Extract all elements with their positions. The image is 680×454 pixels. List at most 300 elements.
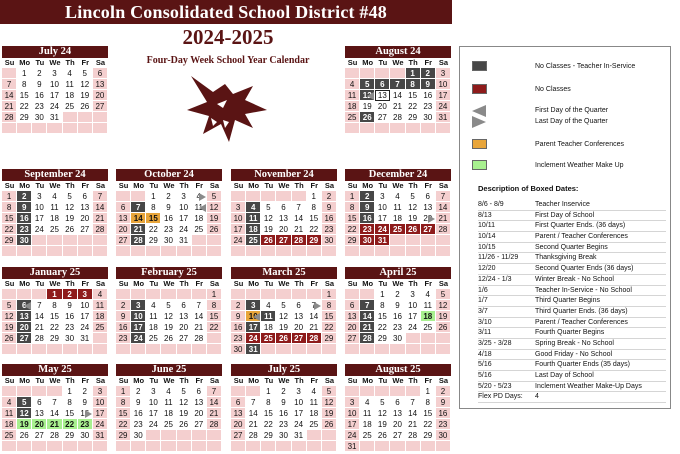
boxed-date-description: Fourth Quarter Ends (35 days) bbox=[535, 361, 630, 369]
day-cell: 20 bbox=[421, 213, 436, 224]
weekday-header: Su bbox=[2, 376, 17, 386]
day-cell: 9 bbox=[131, 397, 146, 408]
day-cell: 7 bbox=[360, 300, 375, 311]
day-cell: 1 bbox=[47, 289, 62, 300]
day-cell: 28 bbox=[207, 419, 222, 430]
weekday-header: Tu bbox=[375, 279, 390, 289]
empty-cell bbox=[345, 123, 360, 134]
day-cell: 15 bbox=[375, 311, 390, 322]
day-cell: 13 bbox=[292, 311, 307, 322]
day-cell: 12 bbox=[207, 202, 222, 213]
weekday-header: Fr bbox=[421, 181, 436, 191]
day-cell: 24 bbox=[146, 419, 161, 430]
empty-cell bbox=[17, 123, 32, 134]
day-cell: 27 bbox=[231, 430, 246, 441]
day-cell: 9 bbox=[17, 202, 32, 213]
day-cell: 23 bbox=[231, 333, 246, 344]
empty-cell bbox=[161, 441, 176, 452]
day-cell: 1 bbox=[207, 289, 222, 300]
boxed-date: 5/16 bbox=[478, 372, 492, 379]
boxed-dates-title: Description of Boxed Dates: bbox=[478, 184, 579, 193]
day-cell: 4 bbox=[390, 191, 405, 202]
empty-cell bbox=[406, 441, 421, 452]
day-cell: 30 bbox=[63, 333, 78, 344]
last-day-triangle-icon bbox=[472, 116, 486, 128]
legend-first-label: First Day of the Quarter bbox=[535, 107, 609, 114]
day-cell: 2 bbox=[32, 68, 47, 79]
day-cell: 7 bbox=[246, 397, 261, 408]
empty-cell bbox=[322, 430, 337, 441]
day-cell: 22 bbox=[261, 419, 276, 430]
day-cell: 22 bbox=[116, 419, 131, 430]
month-title: April 25 bbox=[345, 267, 451, 279]
boxed-date-row bbox=[478, 296, 666, 307]
empty-cell bbox=[93, 235, 108, 246]
weekday-header: Mo bbox=[360, 181, 375, 191]
empty-cell bbox=[307, 289, 322, 300]
day-cell: 3 bbox=[375, 191, 390, 202]
day-cell: 11 bbox=[261, 311, 276, 322]
day-cell: 22 bbox=[307, 224, 322, 235]
empty-cell bbox=[360, 441, 375, 452]
empty-cell bbox=[146, 430, 161, 441]
day-cell: 26 bbox=[406, 224, 421, 235]
weekday-header: Fr bbox=[307, 181, 322, 191]
boxed-date-row bbox=[478, 318, 666, 329]
day-cell: 9 bbox=[161, 202, 176, 213]
day-cell: 8 bbox=[116, 397, 131, 408]
day-cell: 16 bbox=[421, 90, 436, 101]
day-cell: 10 bbox=[78, 300, 93, 311]
boxed-date-row bbox=[478, 382, 666, 393]
month-grid bbox=[2, 376, 108, 452]
day-cell: 27 bbox=[345, 333, 360, 344]
day-cell: 7 bbox=[406, 397, 421, 408]
empty-cell bbox=[177, 430, 192, 441]
day-cell: 25 bbox=[307, 419, 322, 430]
day-cell: 17 bbox=[406, 311, 421, 322]
day-cell: 22 bbox=[17, 101, 32, 112]
boxed-dates-list bbox=[478, 200, 666, 403]
day-cell: 24 bbox=[32, 224, 47, 235]
boxed-date: 8/6 - 8/9 bbox=[478, 201, 504, 208]
day-cell: 8 bbox=[261, 397, 276, 408]
boxed-date-description: Winter Break - No School bbox=[535, 275, 614, 283]
weekday-header: Mo bbox=[246, 376, 261, 386]
day-cell: 23 bbox=[390, 322, 405, 333]
day-cell: 1 bbox=[146, 191, 161, 202]
day-cell: 8 bbox=[322, 300, 337, 311]
weekday-header: Su bbox=[116, 376, 131, 386]
day-cell: 27 bbox=[390, 430, 405, 441]
empty-cell bbox=[322, 246, 337, 257]
day-cell: 8 bbox=[63, 397, 78, 408]
empty-cell bbox=[375, 344, 390, 355]
weekday-header: Th bbox=[292, 376, 307, 386]
day-cell: 13 bbox=[93, 79, 108, 90]
weekday-header: Th bbox=[63, 376, 78, 386]
day-cell: 1 bbox=[63, 386, 78, 397]
boxed-date-description: Second Quarter Ends (36 days) bbox=[535, 265, 634, 273]
day-cell: 4 bbox=[360, 397, 375, 408]
day-cell: 3 bbox=[406, 289, 421, 300]
boxed-date-row bbox=[478, 232, 666, 243]
day-cell: 1 bbox=[307, 191, 322, 202]
day-cell: 20 bbox=[390, 419, 405, 430]
day-cell: 12 bbox=[177, 397, 192, 408]
weekday-header: We bbox=[276, 376, 291, 386]
boxed-date-description: Good Friday - No School bbox=[535, 350, 613, 358]
weekday-header: Sa bbox=[322, 279, 337, 289]
day-cell: 11 bbox=[47, 202, 62, 213]
boxed-date-row bbox=[478, 286, 666, 297]
boxed-date-description: Inclement Weather Make-Up Days bbox=[535, 382, 642, 390]
day-cell: 28 bbox=[436, 224, 451, 235]
day-cell: 26 bbox=[17, 430, 32, 441]
month-grid bbox=[116, 181, 222, 257]
day-cell: 1 bbox=[322, 289, 337, 300]
weekday-header: Mo bbox=[131, 279, 146, 289]
weekday-header: Mo bbox=[246, 279, 261, 289]
day-cell: 1 bbox=[2, 191, 17, 202]
empty-cell bbox=[177, 344, 192, 355]
day-cell: 26 bbox=[436, 322, 451, 333]
weekday-header: Sa bbox=[93, 279, 108, 289]
day-cell: 25 bbox=[421, 322, 436, 333]
empty-cell bbox=[276, 289, 291, 300]
empty-cell bbox=[246, 386, 261, 397]
day-cell: 4 bbox=[47, 191, 62, 202]
weekday-header: Tu bbox=[375, 181, 390, 191]
day-cell: 2 bbox=[390, 289, 405, 300]
empty-cell bbox=[17, 441, 32, 452]
day-cell: 30 bbox=[360, 235, 375, 246]
district-title: Lincoln Consolidated School District #48 bbox=[0, 0, 452, 24]
day-cell: 18 bbox=[161, 408, 176, 419]
legend-makeup bbox=[472, 160, 487, 170]
day-cell: 19 bbox=[2, 322, 17, 333]
empty-cell bbox=[177, 246, 192, 257]
day-cell: 7 bbox=[2, 79, 17, 90]
empty-cell bbox=[2, 289, 17, 300]
weekday-header: Su bbox=[2, 279, 17, 289]
month-title: August 24 bbox=[345, 46, 451, 58]
day-cell: 15 bbox=[322, 311, 337, 322]
day-cell: 6 bbox=[276, 202, 291, 213]
day-cell: 30 bbox=[131, 430, 146, 441]
day-cell: 6 bbox=[93, 68, 108, 79]
day-cell: 17 bbox=[177, 213, 192, 224]
weekday-header: Fr bbox=[78, 181, 93, 191]
day-cell: 28 bbox=[32, 333, 47, 344]
day-cell: 14 bbox=[292, 213, 307, 224]
day-cell: 6 bbox=[375, 79, 390, 90]
day-cell: 25 bbox=[246, 235, 261, 246]
weekday-header: Su bbox=[231, 181, 246, 191]
weekday-header: Th bbox=[406, 376, 421, 386]
empty-cell bbox=[276, 344, 291, 355]
conference-swatch bbox=[472, 139, 487, 149]
day-cell: 22 bbox=[146, 224, 161, 235]
empty-cell bbox=[47, 441, 62, 452]
day-cell: 6 bbox=[177, 300, 192, 311]
day-cell: 30 bbox=[276, 430, 291, 441]
day-cell: 1 bbox=[17, 68, 32, 79]
day-cell: 23 bbox=[276, 419, 291, 430]
day-cell: 18 bbox=[261, 322, 276, 333]
empty-cell bbox=[246, 246, 261, 257]
weekday-header: Mo bbox=[360, 376, 375, 386]
day-cell: 12 bbox=[161, 311, 176, 322]
weekday-header: We bbox=[276, 279, 291, 289]
day-cell: 2 bbox=[436, 386, 451, 397]
day-cell: 30 bbox=[390, 333, 405, 344]
day-cell: 12 bbox=[322, 397, 337, 408]
empty-cell bbox=[47, 246, 62, 257]
day-cell: 14 bbox=[246, 408, 261, 419]
month-title: February 25 bbox=[116, 267, 222, 279]
weekday-header: Tu bbox=[146, 181, 161, 191]
empty-cell bbox=[345, 289, 360, 300]
day-cell: 16 bbox=[32, 90, 47, 101]
empty-cell bbox=[207, 344, 222, 355]
weekday-header: Mo bbox=[17, 376, 32, 386]
day-cell: 20 bbox=[276, 224, 291, 235]
empty-cell bbox=[307, 344, 322, 355]
day-cell: 26 bbox=[78, 101, 93, 112]
month-calendar bbox=[345, 364, 451, 452]
month-title: October 24 bbox=[116, 169, 222, 181]
day-cell: 9 bbox=[421, 79, 436, 90]
boxed-date: 3/11 bbox=[478, 329, 492, 337]
day-cell: 18 bbox=[2, 419, 17, 430]
day-cell: 18 bbox=[146, 322, 161, 333]
day-cell: 22 bbox=[2, 224, 17, 235]
boxed-date-description: Third Quarter Begins bbox=[535, 297, 600, 305]
empty-cell bbox=[390, 344, 405, 355]
boxed-date-row bbox=[478, 211, 666, 222]
weekday-header: Mo bbox=[246, 181, 261, 191]
empty-cell bbox=[32, 344, 47, 355]
empty-cell bbox=[360, 344, 375, 355]
weekday-header: Tu bbox=[32, 279, 47, 289]
empty-cell bbox=[231, 191, 246, 202]
day-cell: 20 bbox=[345, 322, 360, 333]
empty-cell bbox=[231, 441, 246, 452]
empty-cell bbox=[63, 235, 78, 246]
day-cell: 21 bbox=[2, 101, 17, 112]
day-cell: 28 bbox=[131, 235, 146, 246]
boxed-date-row bbox=[478, 328, 666, 339]
boxed-date-row bbox=[478, 264, 666, 275]
month-title: December 24 bbox=[345, 169, 451, 181]
day-cell: 21 bbox=[47, 419, 62, 430]
day-cell: 18 bbox=[307, 408, 322, 419]
day-cell: 26 bbox=[63, 224, 78, 235]
empty-cell bbox=[292, 344, 307, 355]
month-grid bbox=[2, 279, 108, 355]
day-cell: 5 bbox=[276, 300, 291, 311]
day-cell: 13 bbox=[192, 397, 207, 408]
empty-cell bbox=[47, 235, 62, 246]
legend-noclass-label: No Classes bbox=[535, 86, 571, 93]
weekday-header: We bbox=[161, 376, 176, 386]
empty-cell bbox=[131, 289, 146, 300]
empty-cell bbox=[47, 344, 62, 355]
day-cell: 16 bbox=[231, 322, 246, 333]
legend-conferences bbox=[472, 139, 487, 149]
day-cell: 23 bbox=[322, 224, 337, 235]
day-cell: 29 bbox=[47, 333, 62, 344]
empty-cell bbox=[231, 246, 246, 257]
day-cell: 5 bbox=[161, 300, 176, 311]
boxed-date-row bbox=[478, 275, 666, 286]
boxed-date-row bbox=[478, 200, 666, 211]
day-cell: 12 bbox=[78, 79, 93, 90]
weekday-header: Tu bbox=[146, 376, 161, 386]
empty-cell bbox=[32, 246, 47, 257]
weekday-header: Su bbox=[345, 181, 360, 191]
day-cell: 13 bbox=[375, 90, 390, 101]
day-cell: 12 bbox=[375, 408, 390, 419]
day-cell: 31 bbox=[47, 112, 62, 123]
day-cell: 24 bbox=[231, 235, 246, 246]
empty-cell bbox=[390, 235, 405, 246]
day-cell: 24 bbox=[246, 333, 261, 344]
weekday-header: Th bbox=[406, 181, 421, 191]
month-title: July 25 bbox=[231, 364, 337, 376]
month-calendar bbox=[2, 364, 108, 452]
day-cell: 2 bbox=[116, 300, 131, 311]
day-cell: 18 bbox=[93, 311, 108, 322]
day-cell: 16 bbox=[436, 408, 451, 419]
month-calendar bbox=[2, 46, 108, 134]
weekday-header: Tu bbox=[375, 58, 390, 68]
weekday-header: Fr bbox=[78, 279, 93, 289]
day-cell: 16 bbox=[17, 213, 32, 224]
empty-cell bbox=[32, 289, 47, 300]
weekday-header: Fr bbox=[421, 376, 436, 386]
weekday-header: Th bbox=[292, 181, 307, 191]
day-cell: 23 bbox=[32, 101, 47, 112]
empty-cell bbox=[192, 235, 207, 246]
empty-cell bbox=[345, 68, 360, 79]
empty-cell bbox=[32, 235, 47, 246]
empty-cell bbox=[116, 289, 131, 300]
day-cell: 31 bbox=[292, 430, 307, 441]
day-cell: 13 bbox=[390, 408, 405, 419]
day-cell: 19 bbox=[161, 322, 176, 333]
day-cell: 20 bbox=[292, 322, 307, 333]
day-cell: 16 bbox=[78, 408, 93, 419]
weekday-header: Sa bbox=[93, 58, 108, 68]
weekday-header: Sa bbox=[436, 181, 451, 191]
day-cell: 27 bbox=[177, 333, 192, 344]
empty-cell bbox=[63, 246, 78, 257]
day-cell: 14 bbox=[131, 213, 146, 224]
day-cell: 21 bbox=[32, 322, 47, 333]
day-cell: 5 bbox=[17, 397, 32, 408]
empty-cell bbox=[375, 246, 390, 257]
day-cell: 2 bbox=[276, 386, 291, 397]
boxed-date: 5/16 bbox=[478, 361, 492, 369]
day-cell: 10 bbox=[292, 397, 307, 408]
empty-cell bbox=[421, 441, 436, 452]
weekday-header: Tu bbox=[261, 279, 276, 289]
empty-cell bbox=[192, 430, 207, 441]
day-cell: 15 bbox=[17, 90, 32, 101]
day-cell: 2 bbox=[17, 191, 32, 202]
boxed-date-row bbox=[478, 392, 666, 403]
day-cell: 10 bbox=[177, 202, 192, 213]
empty-cell bbox=[2, 386, 17, 397]
day-cell: 25 bbox=[2, 430, 17, 441]
day-cell: 10 bbox=[93, 397, 108, 408]
weekday-header: Su bbox=[2, 181, 17, 191]
day-cell: 7 bbox=[307, 300, 322, 311]
day-cell: 25 bbox=[93, 322, 108, 333]
day-cell: 6 bbox=[390, 397, 405, 408]
day-cell: 21 bbox=[307, 322, 322, 333]
empty-cell bbox=[63, 344, 78, 355]
boxed-date-description: First Day of School bbox=[535, 211, 595, 219]
day-cell: 10 bbox=[436, 79, 451, 90]
empty-cell bbox=[307, 246, 322, 257]
day-cell: 17 bbox=[375, 213, 390, 224]
day-cell: 14 bbox=[207, 397, 222, 408]
empty-cell bbox=[192, 344, 207, 355]
weekday-header: We bbox=[47, 181, 62, 191]
day-cell: 21 bbox=[246, 419, 261, 430]
day-cell: 25 bbox=[192, 224, 207, 235]
empty-cell bbox=[78, 246, 93, 257]
weekday-header: Th bbox=[177, 181, 192, 191]
day-cell: 27 bbox=[276, 235, 291, 246]
day-cell: 22 bbox=[47, 322, 62, 333]
day-cell: 5 bbox=[207, 191, 222, 202]
empty-cell bbox=[360, 289, 375, 300]
empty-cell bbox=[292, 246, 307, 257]
boxed-date: 12/24 - 1/3 bbox=[478, 275, 512, 283]
month-calendar bbox=[2, 169, 108, 257]
day-cell: 13 bbox=[177, 311, 192, 322]
day-cell: 8 bbox=[207, 300, 222, 311]
day-cell: 9 bbox=[390, 300, 405, 311]
boxed-date: 4/18 bbox=[478, 350, 492, 358]
boxed-date: 3/10 bbox=[478, 318, 492, 326]
weekday-header: Tu bbox=[32, 58, 47, 68]
empty-cell bbox=[261, 441, 276, 452]
day-cell: 19 bbox=[177, 408, 192, 419]
empty-cell bbox=[421, 123, 436, 134]
month-calendar bbox=[345, 169, 451, 257]
boxed-date-description: Thanksgiving Break bbox=[535, 254, 597, 262]
day-cell: 19 bbox=[406, 213, 421, 224]
day-cell: 2 bbox=[421, 68, 436, 79]
day-cell: 21 bbox=[207, 408, 222, 419]
day-cell: 3 bbox=[345, 397, 360, 408]
day-cell: 22 bbox=[207, 322, 222, 333]
day-cell: 18 bbox=[345, 101, 360, 112]
day-cell: 29 bbox=[63, 430, 78, 441]
day-cell: 11 bbox=[360, 408, 375, 419]
day-cell: 13 bbox=[421, 202, 436, 213]
day-cell: 24 bbox=[292, 419, 307, 430]
day-cell: 8 bbox=[345, 202, 360, 213]
day-cell: 29 bbox=[116, 430, 131, 441]
day-cell: 13 bbox=[32, 408, 47, 419]
day-cell: 1 bbox=[345, 191, 360, 202]
